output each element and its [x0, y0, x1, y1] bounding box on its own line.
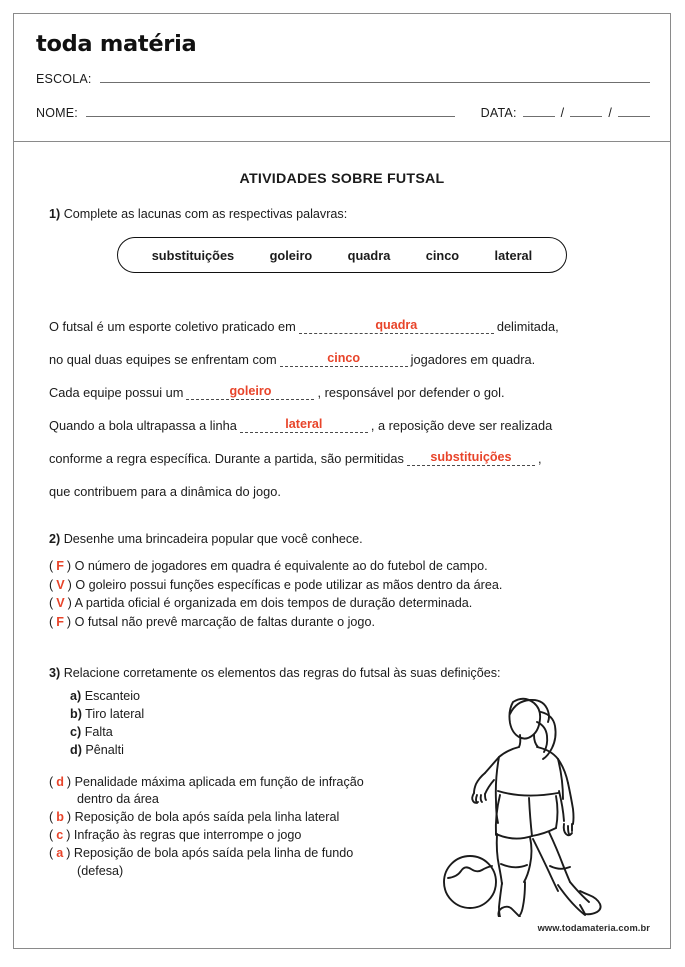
question-2-number: 2): [49, 532, 61, 546]
cloze-line: [49, 367, 635, 400]
question-1-text: Complete as lacunas com as respectivas palavras:: [63, 207, 348, 221]
cloze-text-before: no qual duas equipes se enfrentam com: [49, 352, 277, 367]
data-slash-2: /: [608, 106, 612, 120]
worksheet-page: [13, 13, 671, 949]
true-false-item: [49, 576, 670, 595]
tf-answer-mark: F: [56, 614, 64, 629]
def-text: Penalidade máxima aplicada em função de infração: [74, 774, 364, 789]
nome-label: NOME:: [36, 106, 78, 120]
matching-element-d-letter: d): [70, 743, 82, 758]
true-false-list: [49, 557, 670, 632]
word-bank-item: substituições: [151, 247, 235, 263]
def-paren-open: (: [49, 846, 54, 860]
def-paren-close: ): [66, 846, 71, 860]
footer-url: www.todamateria.com.br: [537, 923, 650, 933]
cloze-text-after: ,: [537, 451, 542, 466]
true-false-item: [49, 613, 670, 632]
matching-element-b-text: Tiro lateral: [85, 706, 145, 721]
definition-item-continuation: (defesa): [77, 863, 124, 878]
definition-item-continuation: dentro da área: [77, 792, 159, 807]
def-paren-close: ): [66, 828, 71, 843]
brand-logo: toda matéria: [36, 31, 197, 57]
tf-statement: O número de jogadores em quadra é equivalente ao do futebol de campo.: [74, 559, 488, 573]
cloze-text-before: que contribuem para a dinâmica do jogo.: [49, 484, 281, 499]
cloze-line: [49, 334, 635, 367]
cloze-line: [49, 400, 635, 433]
cloze-answer: lateral: [285, 417, 323, 432]
matching-definitions-list: [49, 774, 449, 881]
data-month-line[interactable]: [570, 106, 602, 117]
escola-write-line[interactable]: [100, 72, 650, 83]
cloze-answer: cinco: [327, 351, 361, 366]
page-title: ATIVIDADES SOBRE FUTSAL: [239, 171, 445, 187]
word-bank-item: goleiro: [269, 247, 313, 263]
def-text: Infração às regras que interrompe o jogo: [73, 828, 302, 843]
def-answer-mark: a: [56, 846, 64, 860]
cloze-paragraph: [49, 301, 635, 499]
word-bank: [117, 237, 567, 273]
cloze-text-before: Quando a bola ultrapassa a linha: [49, 418, 237, 433]
question-3-text: Relacione corretamente os elementos das regras do futsal às suas definições:: [63, 665, 501, 680]
true-false-item: [49, 594, 670, 613]
cloze-blank[interactable]: [280, 351, 408, 367]
cloze-blank[interactable]: [407, 450, 535, 466]
cloze-blank[interactable]: [299, 318, 494, 334]
def-text: Reposição de bola após saída pela linha de fundo: [73, 846, 354, 860]
definition-item: [49, 827, 449, 845]
cloze-line: [49, 466, 635, 499]
cloze-answer: substituições: [430, 450, 512, 465]
word-bank-item: quadra: [347, 247, 391, 263]
cloze-text-before: conforme a regra específica. Durante a partida, são permitidas: [49, 451, 404, 466]
futsal-player-illustration: [437, 692, 652, 917]
definition-item: [49, 845, 449, 863]
data-year-line[interactable]: [618, 106, 650, 117]
escola-field-row: [36, 72, 650, 86]
matching-element-a-letter: a): [70, 688, 82, 703]
data-label: DATA:: [480, 106, 517, 120]
tf-statement: O futsal não prevê marcação de faltas durante o jogo.: [74, 614, 375, 629]
data-field-group: [481, 106, 650, 120]
matching-element-c-text: Falta: [84, 725, 113, 739]
nome-field-row: [36, 106, 650, 120]
cloze-text-before: Cada equipe possui um: [49, 385, 184, 400]
data-day-line[interactable]: [523, 106, 555, 117]
tf-paren-open: (: [49, 577, 54, 592]
cloze-answer: quadra: [375, 318, 418, 333]
cloze-blank[interactable]: [186, 384, 314, 400]
word-bank-item: lateral: [494, 247, 533, 263]
tf-statement: A partida oficial é organizada em dois tempos de duração determinada.: [74, 596, 473, 611]
tf-statement: O goleiro possui funções específicas e pode utilizar as mãos dentro da área.: [75, 577, 503, 592]
definition-item: [49, 809, 449, 827]
matching-element-c-letter: c): [70, 725, 82, 739]
def-answer-mark: c: [56, 828, 64, 843]
question-2-text: Desenhe uma brincadeira popular que você conhece.: [63, 532, 363, 546]
tf-paren-close: ): [66, 559, 72, 573]
def-text: Reposição de bola após saída pela linha lateral: [74, 810, 340, 825]
cloze-text-after: jogadores em quadra.: [410, 352, 536, 367]
question-3-prompt: [49, 665, 640, 682]
word-bank-item: cinco: [425, 247, 460, 263]
question-1-prompt: [49, 206, 640, 223]
question-1-number: 1): [49, 207, 61, 221]
matching-element-b-letter: b): [70, 706, 82, 721]
def-paren-open: (: [49, 774, 54, 789]
cloze-text-after: , a reposição deve ser realizada: [370, 418, 553, 433]
tf-paren-close: ): [66, 614, 72, 629]
def-paren-open: (: [49, 828, 54, 843]
cloze-text-after: delimitada,: [496, 319, 559, 334]
definition-item: [49, 774, 449, 792]
tf-paren-open: (: [49, 596, 54, 611]
tf-answer-mark: V: [56, 577, 65, 592]
matching-element-d-text: Pênalti: [85, 743, 124, 758]
true-false-item: [49, 557, 670, 576]
tf-paren-open: (: [49, 614, 54, 629]
question-3-number: 3): [49, 665, 61, 680]
cloze-line: [49, 301, 635, 334]
nome-write-line[interactable]: [86, 106, 455, 117]
def-paren-close: ): [66, 810, 72, 825]
cloze-text-after: , responsável por defender o gol.: [317, 385, 505, 400]
def-paren-open: (: [49, 810, 54, 825]
cloze-line: [49, 433, 635, 466]
tf-paren-close: ): [67, 596, 72, 611]
worksheet-header: [14, 14, 670, 142]
question-2-prompt: [49, 531, 640, 548]
cloze-text-before: O futsal é um esporte coletivo praticado em: [49, 319, 296, 334]
escola-label: ESCOLA:: [36, 72, 92, 86]
tf-paren-open: (: [49, 559, 54, 573]
cloze-answer: goleiro: [229, 384, 272, 399]
tf-paren-close: ): [67, 577, 72, 592]
def-answer-mark: d: [56, 774, 64, 789]
matching-element-a-text: Escanteio: [84, 688, 141, 703]
tf-answer-mark: F: [56, 559, 64, 573]
def-paren-close: ): [66, 774, 72, 789]
def-answer-mark: b: [56, 810, 64, 825]
cloze-blank[interactable]: [240, 417, 368, 433]
data-slash-1: /: [560, 106, 565, 120]
tf-answer-mark: V: [56, 596, 65, 611]
